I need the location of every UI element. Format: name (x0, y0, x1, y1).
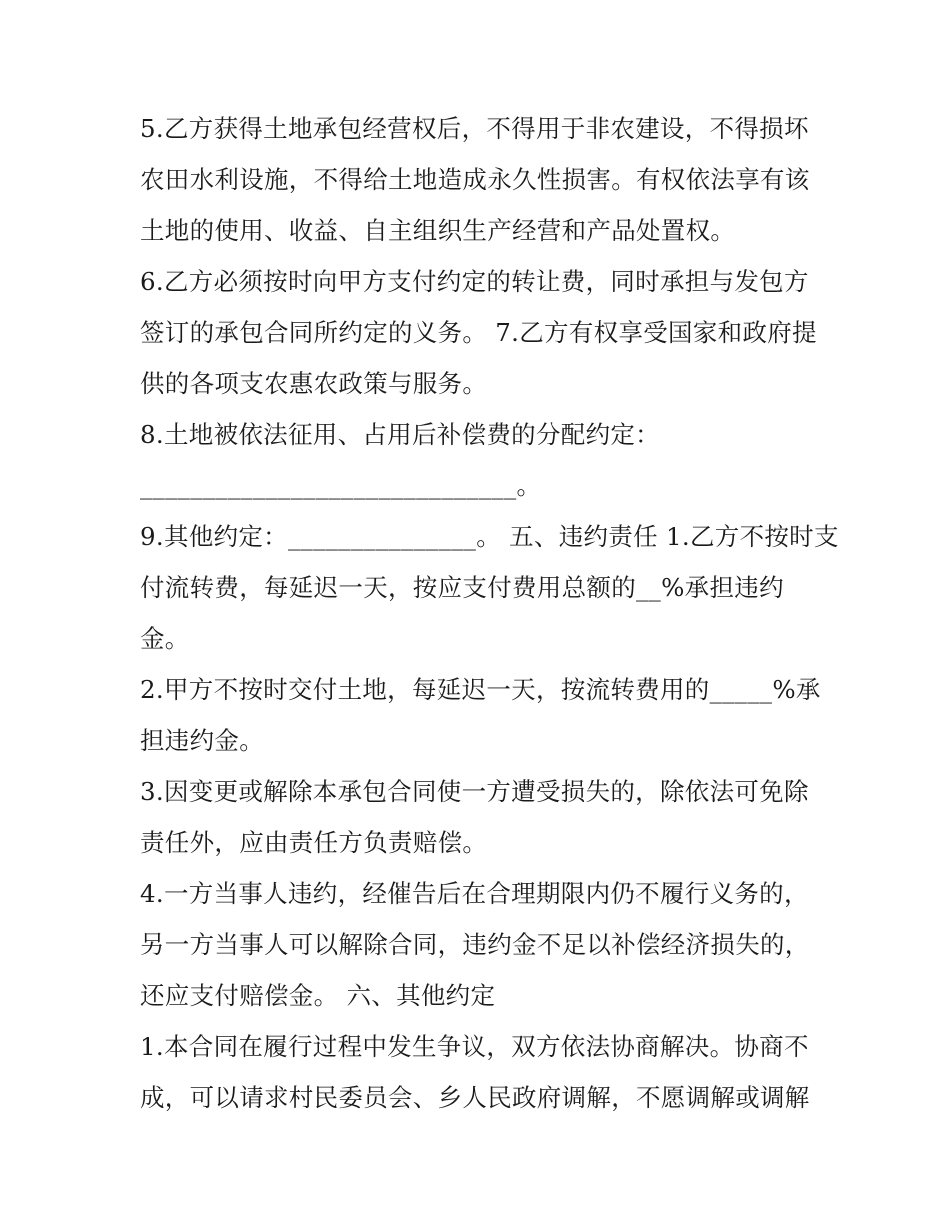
text-line: 土地的使用、收益、自主组织生产经营和产品处置权。 (140, 216, 736, 245)
text-line: 责任外，应由责任方负责赔偿。 (140, 828, 488, 857)
text-line: ______________________________。 (140, 471, 542, 500)
text-line: 9.其他约定：_______________。 五、违约责任 1.乙方不按时支 (140, 522, 839, 551)
text-line: 农田水利设施，不得给土地造成永久性损害。有权依法享有该 (140, 165, 810, 194)
text-line: 供的各项支农惠农政策与服务。 (140, 369, 488, 398)
text-line: 另一方当事人可以解除合同，违约金不足以补偿经济损失的， (140, 930, 810, 959)
text-line: 还应支付赔偿金。 六、其他约定 (140, 981, 496, 1010)
text-line: 8.土地被依法征用、占用后补偿费的分配约定： (140, 420, 660, 449)
text-line: 3.因变更或解除本承包合同使一方遭受损失的，除依法可免除 (140, 777, 809, 806)
text-line: 担违约金。 (140, 726, 264, 755)
document-body (140, 103, 839, 1123)
text-line: 2.甲方不按时交付土地，每延迟一天，按流转费用的_____%承 (140, 675, 821, 704)
text-line: 1.本合同在履行过程中发生争议，双方依法协商解决。协商不 (140, 1032, 809, 1061)
text-line: 付流转费，每延迟一天，按应支付费用总额的__%承担违约 (140, 573, 784, 602)
text-line: 4.一方当事人违约，经催告后在合理期限内仍不履行义务的， (140, 879, 809, 908)
text-line: 成，可以请求村民委员会、乡人民政府调解，不愿调解或调解 (140, 1083, 810, 1112)
text-line: 金。 (140, 624, 190, 653)
text-line: 6.乙方必须按时向甲方支付约定的转让费，同时承担与发包方 (140, 267, 809, 296)
text-line: 5.乙方获得土地承包经营权后，不得用于非农建设，不得损坏 (140, 114, 809, 143)
text-line: 签订的承包合同所约定的义务。 7.乙方有权享受国家和政府提 (140, 318, 817, 347)
